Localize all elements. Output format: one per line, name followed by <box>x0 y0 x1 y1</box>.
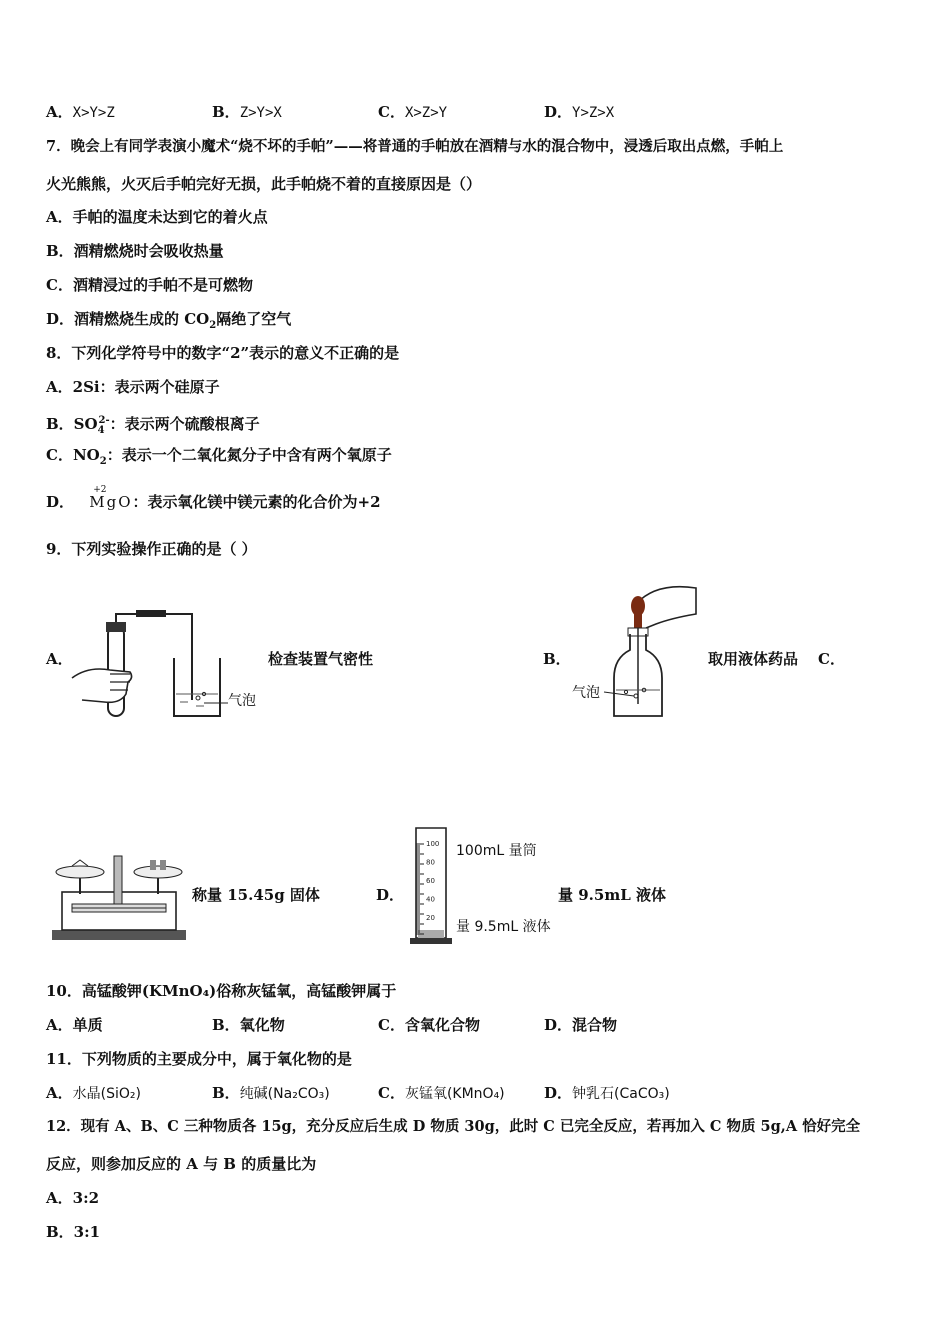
q6-option-a: A．X>Y>Z <box>46 103 115 121</box>
q9-option-b-caption: 取用液体药品 <box>708 650 799 668</box>
q9-a-bubble-label: 气泡 <box>228 693 256 709</box>
q9-option-a-label: A． <box>46 650 73 668</box>
dropper-bottle-figure <box>596 578 706 726</box>
q10-option-c: C．含氧化合物 <box>378 1016 480 1034</box>
q12-stem-line2: 反应，则参加反应的 A 与 B 的质量比为 <box>46 1155 317 1173</box>
q8-option-d: D． +2 MgO：表示氧化镁中镁元素的化合价为+2 <box>46 485 381 511</box>
q8-stem: 8．下列化学符号中的数字“2”表示的意义不正确的是 <box>46 344 400 362</box>
q10-stem: 10．高锰酸钾(KMnO₄)俗称灰锰氧，高锰酸钾属于 <box>46 982 397 1000</box>
q6-option-d: D．Y>Z>X <box>544 103 615 121</box>
q11-option-d: D．钟乳石(CaCO₃) <box>544 1084 670 1102</box>
q8-option-c: C．$NO_2$：表示一个二氧化氮分子中含有两个氧原子 <box>46 446 392 467</box>
q10-option-a: A．单质 <box>46 1016 103 1034</box>
q7-option-d: D．酒精燃烧生成的 $CO_2$隔绝了空气 <box>46 310 292 331</box>
q11-stem: 11．下列物质的主要成分中，属于氧化物的是 <box>46 1050 352 1068</box>
q9-stem: 9．下列实验操作正确的是（ ） <box>46 540 257 558</box>
cylinder-tick-label: 80 <box>426 858 435 867</box>
q11-option-b: B．纯碱(Na₂CO₃) <box>212 1084 330 1102</box>
mgo-formula: +2 MgO <box>89 485 133 511</box>
cylinder-tick-label: 100 <box>426 840 440 848</box>
q7-option-b: B．酒精燃烧时会吸收热量 <box>46 242 224 260</box>
q9-option-c-label: C． <box>818 650 845 668</box>
q6-option-c: C．X>Z>Y <box>378 103 448 121</box>
q8-option-b: B．$SO_4^{2-}$：表示两个硫酸根离子 <box>46 415 260 436</box>
graduated-cylinder-figure <box>410 826 452 948</box>
q8-option-a: A．2Si：表示两个硅原子 <box>46 378 220 396</box>
q7-option-a: A．手帕的温度未达到它的着火点 <box>46 208 268 226</box>
q12-stem-line1: 12．现有 A、B、C 三种物质各 15g，充分反应后生成 D 物质 30g，此时 C 已完全反应，若再加入 C 物质 5g,A 恰好完全 <box>46 1118 861 1135</box>
q9-option-c-caption: 称量 15.45g 固体 <box>192 886 320 904</box>
q9-b-bubble-label: 气泡 <box>572 685 600 701</box>
q10-option-d: D．混合物 <box>544 1016 618 1034</box>
q10-option-b: B．氧化物 <box>212 1016 285 1034</box>
balance-scale-figure <box>50 850 190 942</box>
q11-option-a: A．水晶(SiO₂) <box>46 1084 141 1102</box>
q7-stem-line2: 火光熊熊，火灭后手帕完好无损，此手帕烧不着的直接原因是（） <box>46 175 482 193</box>
q9-d-volume-label: 量 9.5mL 液体 <box>456 919 551 935</box>
q11-option-c: C．灰锰氧(KMnO₄) <box>378 1084 505 1102</box>
q9-option-d-label: D． <box>376 886 405 904</box>
cylinder-tick-label: 20 <box>426 914 435 922</box>
q12-option-a: A．3:2 <box>46 1189 100 1207</box>
q9-option-a-caption: 检查装置气密性 <box>268 650 374 668</box>
q9-option-b-label: B． <box>543 650 571 668</box>
q12-option-b: B．3:1 <box>46 1223 101 1241</box>
cylinder-tick-label: 60 <box>426 877 435 885</box>
cylinder-tick-label: 40 <box>426 895 435 904</box>
q7-option-c: C．酒精浸过的手帕不是可燃物 <box>46 276 253 294</box>
q7-stem-line1: 7．晚会上有同学表演小魔术“烧不坏的手帕”——将普通的手帕放在酒精与水的混合物中，浸透后取出点燃，手帕上 <box>46 138 784 155</box>
q9-option-d-caption: 量 9.5mL 液体 <box>558 886 666 904</box>
q6-option-b: B．Z>Y>X <box>212 103 282 121</box>
q9-d-cylinder-label: 100mL 量筒 <box>456 843 537 859</box>
